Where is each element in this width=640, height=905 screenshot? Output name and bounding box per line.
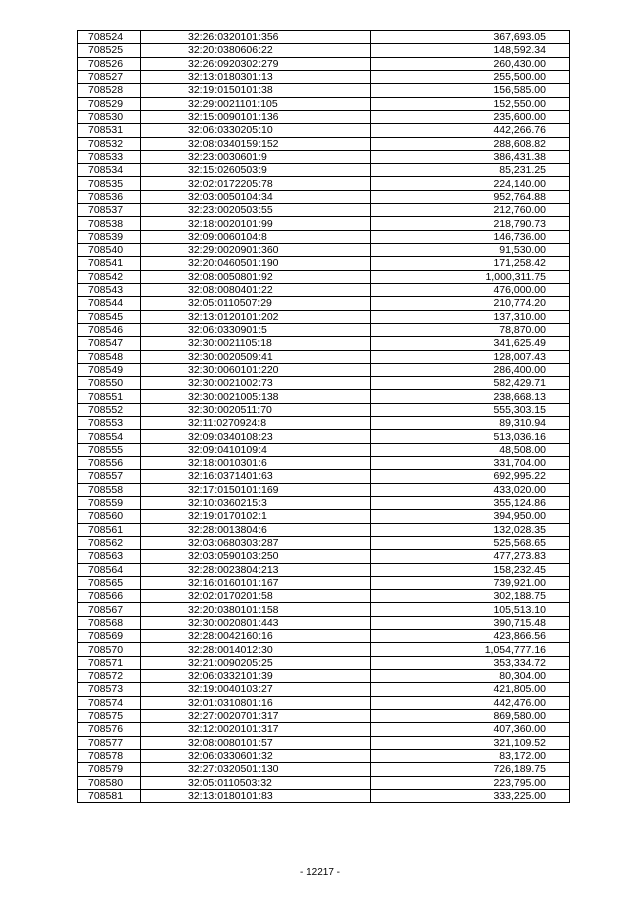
value-cell: 321,109.52 [371,736,570,749]
cadastral-number-cell: 32:16:0160101:167 [141,576,371,589]
cadastral-number-cell: 32:12:0020101:317 [141,723,371,736]
record-id-cell: 708573 [78,683,141,696]
table-row [78,177,570,190]
cadastral-number-cell: 32:08:0050801:92 [141,270,371,283]
record-id-cell: 708535 [78,177,141,190]
cadastral-number-cell: 32:08:0340159:152 [141,137,371,150]
table-row [78,270,570,283]
value-cell: 152,550.00 [371,97,570,110]
table-row [78,110,570,123]
cadastral-number-cell: 32:26:0920302:279 [141,57,371,70]
cadastral-number-cell: 32:03:0590103:250 [141,550,371,563]
cadastral-number-cell: 32:09:0060104:8 [141,230,371,243]
value-cell: 1,000,311.75 [371,270,570,283]
table-row [78,44,570,57]
table-row [78,363,570,376]
table-row [78,723,570,736]
value-cell: 158,232.45 [371,563,570,576]
record-id-cell: 708538 [78,217,141,230]
value-cell: 341,625.49 [371,337,570,350]
table-row [78,643,570,656]
table-row [78,244,570,257]
cadastral-number-cell: 32:03:0050104:34 [141,190,371,203]
record-id-cell: 708557 [78,470,141,483]
record-id-cell: 708546 [78,323,141,336]
table-row [78,616,570,629]
record-id-cell: 708551 [78,390,141,403]
cadastral-number-cell: 32:18:0020101:99 [141,217,371,230]
table-row [78,150,570,163]
table-row [78,550,570,563]
value-cell: 525,568.65 [371,536,570,549]
table-row [78,523,570,536]
record-id-cell: 708567 [78,603,141,616]
record-id-cell: 708533 [78,150,141,163]
cadastral-number-cell: 32:15:0260503:9 [141,164,371,177]
value-cell: 476,000.00 [371,283,570,296]
record-id-cell: 708572 [78,670,141,683]
table-row [78,190,570,203]
record-id-cell: 708534 [78,164,141,177]
value-cell: 148,592.34 [371,44,570,57]
value-cell: 132,028.35 [371,523,570,536]
value-cell: 433,020.00 [371,483,570,496]
cadastral-number-cell: 32:19:0170102:1 [141,510,371,523]
cadastral-number-cell: 32:05:0110507:29 [141,297,371,310]
record-id-cell: 708540 [78,244,141,257]
record-id-cell: 708550 [78,377,141,390]
record-id-cell: 708569 [78,630,141,643]
record-id-cell: 708548 [78,350,141,363]
value-cell: 238,668.13 [371,390,570,403]
table-body [78,31,570,803]
record-id-cell: 708530 [78,110,141,123]
record-id-cell: 708563 [78,550,141,563]
record-id-cell: 708527 [78,70,141,83]
value-cell: 80,304.00 [371,670,570,683]
cadastral-number-cell: 32:13:0180301:13 [141,70,371,83]
record-id-cell: 708570 [78,643,141,656]
table-row [78,709,570,722]
record-id-cell: 708524 [78,31,141,44]
value-cell: 146,736.00 [371,230,570,243]
table-row [78,683,570,696]
table-row [78,563,570,576]
table-row [78,310,570,323]
value-cell: 442,476.00 [371,696,570,709]
cadastral-number-cell: 32:29:0021101:105 [141,97,371,110]
record-id-cell: 708536 [78,190,141,203]
value-cell: 386,431.38 [371,150,570,163]
table-row [78,510,570,523]
value-cell: 91,530.00 [371,244,570,257]
record-id-cell: 708561 [78,523,141,536]
cadastral-number-cell: 32:30:0021005:138 [141,390,371,403]
cadastral-number-cell: 32:30:0020801:443 [141,616,371,629]
cadastral-number-cell: 32:30:0021105:18 [141,337,371,350]
record-id-cell: 708545 [78,310,141,323]
table-row [78,789,570,802]
cadastral-number-cell: 32:06:0330205:10 [141,124,371,137]
table-row [78,749,570,762]
record-id-cell: 708581 [78,789,141,802]
value-cell: 218,790.73 [371,217,570,230]
value-cell: 952,764.88 [371,190,570,203]
page-number: - 12217 - [299,867,341,878]
cadastral-number-cell: 32:06:0330601:32 [141,749,371,762]
table-row [78,763,570,776]
cadastral-number-cell: 32:02:0170201:58 [141,590,371,603]
table-row [78,204,570,217]
record-id-cell: 708526 [78,57,141,70]
record-id-cell: 708578 [78,749,141,762]
record-id-cell: 708541 [78,257,141,270]
value-cell: 171,258.42 [371,257,570,270]
cadastral-number-cell: 32:18:0010301:6 [141,457,371,470]
record-id-cell: 708553 [78,417,141,430]
cadastral-number-cell: 32:23:0020503:55 [141,204,371,217]
record-id-cell: 708562 [78,536,141,549]
cadastral-number-cell: 32:01:0310801:16 [141,696,371,709]
table-row [78,337,570,350]
table-row [78,390,570,403]
value-cell: 331,704.00 [371,457,570,470]
cadastral-number-cell: 32:16:0371401:63 [141,470,371,483]
cadastral-number-cell: 32:19:0150101:38 [141,84,371,97]
cadastral-number-cell: 32:26:0320101:356 [141,31,371,44]
cadastral-number-cell: 32:30:0020511:70 [141,403,371,416]
cadastral-number-cell: 32:30:0060101:220 [141,363,371,376]
table-row [78,377,570,390]
record-id-cell: 708560 [78,510,141,523]
table-row [78,31,570,44]
value-cell: 137,310.00 [371,310,570,323]
table-row [78,57,570,70]
value-cell: 582,429.71 [371,377,570,390]
table-row [78,656,570,669]
value-cell: 421,805.00 [371,683,570,696]
record-id-cell: 708554 [78,430,141,443]
cadastral-number-cell: 32:13:0120101:202 [141,310,371,323]
cadastral-number-cell: 32:30:0020509:41 [141,350,371,363]
value-cell: 333,225.00 [371,789,570,802]
record-id-cell: 708555 [78,443,141,456]
cadastral-number-cell: 32:17:0150101:169 [141,483,371,496]
record-id-cell: 708579 [78,763,141,776]
table-row [78,70,570,83]
record-id-cell: 708531 [78,124,141,137]
cadastral-number-cell: 32:20:0380606:22 [141,44,371,57]
value-cell: 739,921.00 [371,576,570,589]
cadastral-number-cell: 32:19:0040103:27 [141,683,371,696]
table-row [78,536,570,549]
record-id-cell: 708528 [78,84,141,97]
record-id-cell: 708574 [78,696,141,709]
record-id-cell: 708542 [78,270,141,283]
cadastral-number-cell: 32:06:0330901:5 [141,323,371,336]
record-id-cell: 708552 [78,403,141,416]
value-cell: 353,334.72 [371,656,570,669]
record-id-cell: 708532 [78,137,141,150]
table-row [78,417,570,430]
table-row [78,590,570,603]
cadastral-number-cell: 32:30:0021002:73 [141,377,371,390]
cadastral-number-cell: 32:05:0110503:32 [141,776,371,789]
record-id-cell: 708547 [78,337,141,350]
value-cell: 224,140.00 [371,177,570,190]
cadastral-number-cell: 32:02:0172205:78 [141,177,371,190]
cadastral-number-cell: 32:28:0023804:213 [141,563,371,576]
value-cell: 513,036.16 [371,430,570,443]
value-cell: 235,600.00 [371,110,570,123]
cadastral-number-cell: 32:11:0270924:8 [141,417,371,430]
record-id-cell: 708564 [78,563,141,576]
cadastral-number-cell: 32:23:0030601:9 [141,150,371,163]
value-cell: 1,054,777.16 [371,643,570,656]
cadastral-number-cell: 32:28:0014012:30 [141,643,371,656]
value-cell: 48,508.00 [371,443,570,456]
record-id-cell: 708577 [78,736,141,749]
table-row [78,124,570,137]
value-cell: 156,585.00 [371,84,570,97]
cadastral-number-cell: 32:27:0320501:130 [141,763,371,776]
table-row [78,257,570,270]
table-row [78,776,570,789]
cadastral-number-cell: 32:03:0680303:287 [141,536,371,549]
record-id-cell: 708568 [78,616,141,629]
table-row [78,457,570,470]
table-row [78,323,570,336]
record-id-cell: 708571 [78,656,141,669]
value-cell: 212,760.00 [371,204,570,217]
record-id-cell: 708556 [78,457,141,470]
value-cell: 105,513.10 [371,603,570,616]
cadastral-number-cell: 32:13:0180101:83 [141,789,371,802]
value-cell: 78,870.00 [371,323,570,336]
table-row [78,137,570,150]
table-row [78,736,570,749]
cadastral-number-cell: 32:15:0090101:136 [141,110,371,123]
table-row [78,483,570,496]
data-table [77,30,570,803]
cadastral-number-cell: 32:06:0332101:39 [141,670,371,683]
value-cell: 260,430.00 [371,57,570,70]
value-cell: 442,266.76 [371,124,570,137]
value-cell: 85,231.25 [371,164,570,177]
table-row [78,496,570,509]
table-row [78,630,570,643]
value-cell: 423,866.56 [371,630,570,643]
table-row [78,297,570,310]
record-id-cell: 708549 [78,363,141,376]
value-cell: 555,303.15 [371,403,570,416]
table-row [78,230,570,243]
cadastral-number-cell: 32:20:0380101:158 [141,603,371,616]
table-row [78,84,570,97]
record-id-cell: 708559 [78,496,141,509]
record-id-cell: 708539 [78,230,141,243]
record-id-cell: 708537 [78,204,141,217]
value-cell: 394,950.00 [371,510,570,523]
table-row [78,283,570,296]
table-row [78,350,570,363]
cadastral-number-cell: 32:29:0020901:360 [141,244,371,257]
record-id-cell: 708575 [78,709,141,722]
record-id-cell: 708576 [78,723,141,736]
table-row [78,217,570,230]
value-cell: 692,995.22 [371,470,570,483]
cadastral-number-cell: 32:09:0410109:4 [141,443,371,456]
cadastral-number-cell: 32:20:0460501:190 [141,257,371,270]
record-id-cell: 708525 [78,44,141,57]
record-id-cell: 708580 [78,776,141,789]
value-cell: 128,007.43 [371,350,570,363]
value-cell: 223,795.00 [371,776,570,789]
table-row [78,430,570,443]
value-cell: 210,774.20 [371,297,570,310]
record-id-cell: 708544 [78,297,141,310]
record-id-cell: 708566 [78,590,141,603]
record-id-cell: 708543 [78,283,141,296]
value-cell: 355,124.86 [371,496,570,509]
table-row [78,696,570,709]
value-cell: 286,400.00 [371,363,570,376]
value-cell: 367,693.05 [371,31,570,44]
table-row [78,603,570,616]
cadastral-number-cell: 32:08:0080401:22 [141,283,371,296]
value-cell: 288,608.82 [371,137,570,150]
cadastral-number-cell: 32:21:0090205:25 [141,656,371,669]
table-row [78,97,570,110]
value-cell: 255,500.00 [371,70,570,83]
cadastral-number-cell: 32:10:0360215:3 [141,496,371,509]
table-row [78,403,570,416]
table-row [78,470,570,483]
cadastral-number-cell: 32:08:0080101:57 [141,736,371,749]
table-row [78,576,570,589]
record-id-cell: 708565 [78,576,141,589]
value-cell: 869,580.00 [371,709,570,722]
value-cell: 390,715.48 [371,616,570,629]
value-cell: 726,189.75 [371,763,570,776]
table-row [78,164,570,177]
cadastral-number-cell: 32:09:0340108:23 [141,430,371,443]
value-cell: 477,273.83 [371,550,570,563]
cadastral-number-cell: 32:28:0042160:16 [141,630,371,643]
cadastral-number-cell: 32:27:0020701:317 [141,709,371,722]
record-id-cell: 708529 [78,97,141,110]
value-cell: 302,188.75 [371,590,570,603]
table-row [78,443,570,456]
record-id-cell: 708558 [78,483,141,496]
value-cell: 83,172.00 [371,749,570,762]
table-row [78,670,570,683]
value-cell: 407,360.00 [371,723,570,736]
cadastral-number-cell: 32:28:0013804:6 [141,523,371,536]
value-cell: 89,310.94 [371,417,570,430]
